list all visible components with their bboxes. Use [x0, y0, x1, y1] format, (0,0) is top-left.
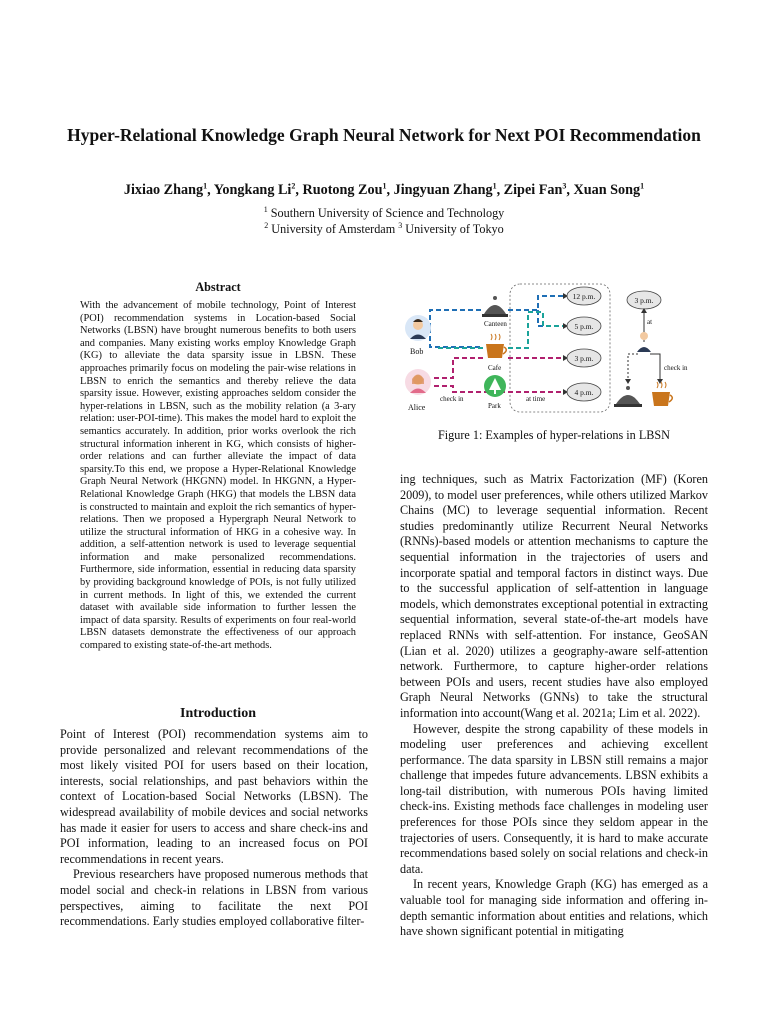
affiliation-number: 1	[263, 204, 268, 214]
abstract-text: With the advancement of mobile technology, Point of Interest (POI) recommendation systems in Location-based Social Networks (LBSN) have brought numerous benefits to both users and companies. Many existing works employ Knowledge Graph (KG) to alleviate the data sparsity issue in LBSN. These approaches primarily focus on modeling the pair-wise relations in LBSN to enrich the semantics and thereby relieve the data sparsity issue. However, existing approaches seldom consider the hyper-relations in LBSN, such as the mobility relation (a 3-ary relation: user-POI-time). This makes the model hard to exploit the semantics accurately. In addition, prior works overlook the rich structural information inherent in KG, which consists of higher-order relations and can further alleviate the impact of data sparsity.To this end, we propose a Hyper-Relational Knowledge Graph Neural Network (HKGNN) model. In HKGNN, a Hyper-Relational Knowledge Graph (HKG) that models the LBSN data is constructed to maintain and exploit the rich semantics of hyper-relations. Then we proposed a Hypergraph Neural Network to utilize the structural information of HKG in a cohesive way. In addition, a self-attention network is used to leverage sequential information and make personalized recommendations. Furthermore, side information, essential in reducing data sparsity by providing background knowledge of POIs, is not fully utilized in current methods. In light of this, we extended the current dataset with available side information to further lessen the impact of data sparsity. Results of experiments on four real-world LBSN datasets demonstrate the effectiveness of our approach compared to existing state-of-the-art methods.	[80, 300, 356, 652]
author-name: Yongkang Li	[213, 182, 292, 198]
author-name: Jixiao Zhang	[123, 182, 204, 198]
affiliation-number: 3	[398, 220, 403, 230]
paragraph: However, despite the strong capability of these models in modeling user preferences and achieving excellent performance. The data sparsity in LBSN still remains a major challenge that impedes future advancements. LBSN exhibits a long-tail distribution, with numerous POIs having limited check-ins. Existing methods face challenges in modeling user preferences for those POIs since they seldom appear in the trajectories of users. Consequently, it is hard to make accurate recommendations based solely on social relations and check-in data.	[400, 721, 708, 876]
author-name: Ruotong Zou	[302, 182, 383, 198]
svg-text:5 p.m.: 5 p.m.	[574, 322, 594, 331]
relation-dashed-link	[628, 354, 638, 380]
check-in-arrow	[650, 354, 660, 380]
abstract-heading: Abstract	[195, 280, 241, 294]
author-name: Jingyuan Zhang	[393, 182, 493, 198]
affiliation-text: University of Tokyo	[405, 221, 504, 236]
park-icon	[484, 375, 506, 397]
figure-hyper-relations	[398, 282, 710, 414]
at-label: at	[647, 318, 653, 326]
time-node-3pm	[567, 349, 601, 367]
affiliation-text: University of Amsterdam	[271, 221, 396, 236]
arrowheads	[563, 293, 568, 395]
author-name: Xuan Song	[573, 182, 641, 198]
paper-title: Hyper-Relational Knowledge Graph Neural Network for Next POI Recommendation	[67, 125, 701, 145]
check-in-relation-label: check in	[664, 364, 688, 372]
relation-canteen-icon	[614, 386, 642, 407]
affiliations	[60, 206, 708, 237]
author-affiliation-mark: 2	[291, 181, 296, 191]
author-affiliation-mark: 1	[382, 181, 387, 191]
at-time-label: at time	[526, 395, 546, 403]
svg-text:3 p.m.: 3 p.m.	[574, 354, 594, 363]
paragraph: Point of Interest (POI) recommendation systems aim to provide personalized and relevant recommendations of the most likely visited POI for users based on their location, interests, social relationships, and past behaviors within the context of Location-based Social Networks (LBSN). The widespread availability of mobile devices and social networks has made it easier for users to access and share check-ins and POI information, leading to an increased focus on POI recommendations in recent years.	[60, 727, 368, 866]
author-affiliation-mark: 1	[203, 181, 208, 191]
affiliation-text: Southern University of Science and Technology	[270, 206, 505, 220]
time-node-4pm	[567, 383, 601, 401]
author-affiliation-mark: 1	[640, 181, 645, 191]
canteen-icon	[482, 296, 508, 317]
right-column-body	[400, 472, 708, 940]
relation-cafe-icon	[652, 382, 672, 406]
author-list: Jixiao Zhang$^1$, Yongkang Li$^2$, Ruotong Zou$^1$, Jingyuan Zhang$^1$, Zipei Fan$^3$, Xuan Song$^1$	[123, 181, 645, 198]
paragraph: Previous researchers have proposed numerous methods that model social and check-in relations in LBSN from various perspectives, aiming to facilitate the next POI recommendations. Early studies employed collaborative filter-	[60, 867, 368, 929]
relation-time-node	[627, 291, 661, 309]
affiliation-line	[60, 222, 708, 238]
time-node-5pm	[567, 317, 601, 335]
introduction-heading: Introduction	[180, 706, 256, 721]
cafe-icon	[486, 334, 506, 358]
check-in-label: check in	[440, 395, 464, 403]
author-affiliation-mark: 1	[492, 181, 497, 191]
bob-label: Bob	[410, 347, 424, 356]
time-node-12pm	[567, 287, 601, 305]
svg-text:3 p.m.: 3 p.m.	[634, 296, 654, 305]
author-name: Zipei Fan	[503, 182, 563, 198]
author-affiliation-mark: 3	[562, 181, 567, 191]
left-column-body	[60, 727, 368, 930]
paragraph: ing techniques, such as Matrix Factorization (MF) (Koren 2009), to model user preferences, while others utilized Markov Chains (MC) to leverage sequential information. Recent studies predominantly utilize Recurrent Neural Networks (RNNs)-based models or attention mechanisms to capture the sequential information in the trajectories of users and incorporate spatial and temporal factors in distinct ways. Due to the successful application of self-attention in language models, which demonstrates exceptional potential in extracting sequential information, several state-of-the-art models have replaced RNNs with self-attention. For instance, GeoSAN (Lian et al. 2020) utilizes a geography-aware self-attention network. Furthermore, to capture higher-order relations between POIs and users, recent studies have also employed Graph Neural Networks (GNNs) to take the structural information into account(Wang et al. 2021a; Lim et al. 2022).	[400, 472, 708, 720]
alice-avatar-icon	[405, 369, 431, 395]
affiliation-line	[60, 206, 708, 222]
svg-text:12 p.m.: 12 p.m.	[572, 292, 596, 301]
alice-label: Alice	[408, 403, 426, 412]
park-label: Park	[488, 402, 501, 410]
canteen-label: Canteen	[484, 320, 507, 328]
figure-caption: Figure 1: Examples of hyper-relations in LBSN	[438, 428, 670, 442]
bob-avatar-icon	[405, 315, 431, 341]
cafe-label: Cafe	[488, 364, 502, 372]
svg-text:4 p.m.: 4 p.m.	[574, 388, 594, 397]
paragraph: In recent years, Knowledge Graph (KG) has emerged as a valuable tool for managing side information and offering in-depth semantic information about entities and relations, which have shown significant potential in mitigating	[400, 877, 708, 939]
affiliation-number: 2	[264, 220, 269, 230]
relation-arrowhead-left	[625, 379, 631, 384]
teal-relation-path	[438, 312, 563, 348]
